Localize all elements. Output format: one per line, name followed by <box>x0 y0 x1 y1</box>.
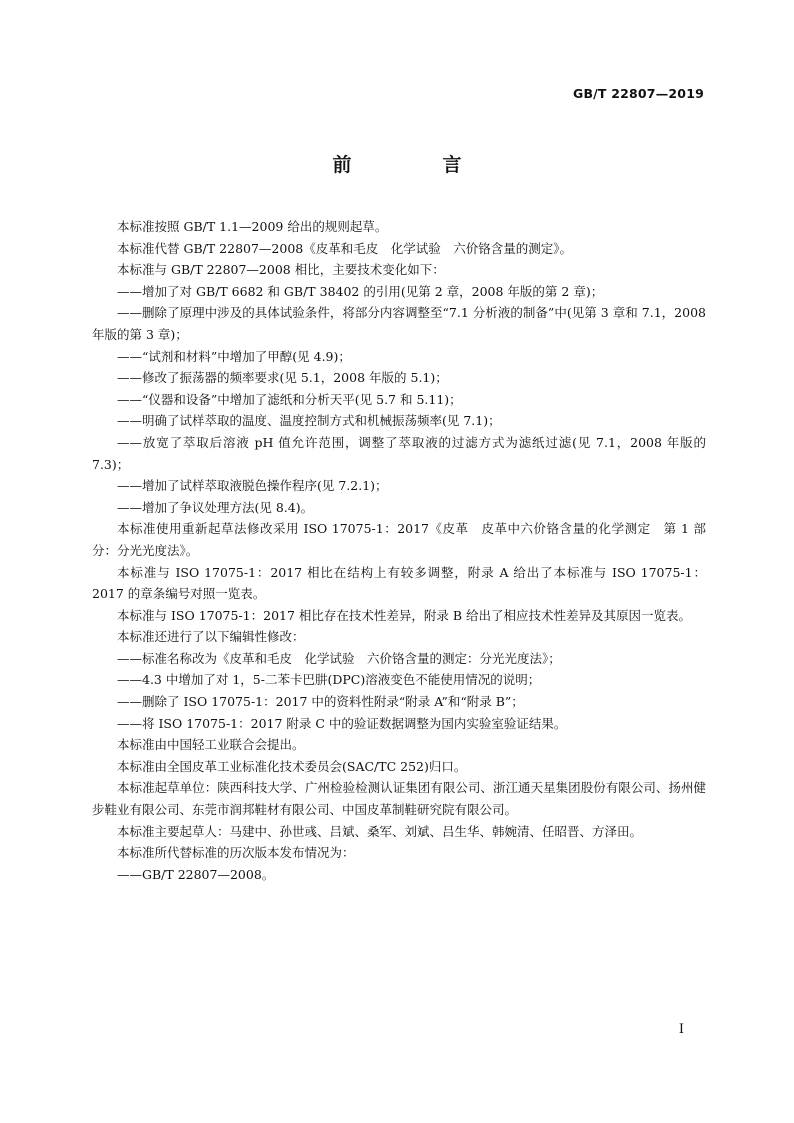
paragraph: 本标准所代替标准的历次版本发布情况为： <box>117 845 355 861</box>
list-item: ——“仪器和设备”中增加了滤纸和分析天平(见 5.7 和 5.11)； <box>117 391 462 407</box>
list-item: ——将 ISO 17075-1：2017 附录 C 中的验证数据调整为国内实验室验证结果。 <box>117 715 567 731</box>
paragraph: 本标准与 ISO 17075-1：2017 相比存在技术性差异，附录 B 给出了相应技术性差异及其原因一览表。 <box>117 607 692 623</box>
paragraph: 本标准与 GB/T 22807—2008 相比，主要技术变化如下： <box>117 262 445 278</box>
list-item: ——标准名称改为《皮革和毛皮 化学试验 六价铬含量的测定：分光光度法》； <box>117 650 561 666</box>
paragraph: 本标准主要起草人：马建中、孙世彧、吕斌、桑军、刘斌、吕生华、韩婉清、任昭晋、方泽田。 <box>117 823 643 839</box>
paragraph: 本标准使用重新起草法修改采用 ISO 17075-1：2017《皮革 皮革中六价铬含量的化学测定 第 1 部分：分光光度法》。 <box>92 521 706 558</box>
list-item: ——增加了对 GB/T 6682 和 GB/T 38402 的引用(见第 2 章，2008 年版的第 2 章)； <box>117 283 604 299</box>
list-item: ——明确了试样萃取的温度、温度控制方式和机械振荡频率(见 7.1)； <box>117 413 501 429</box>
paragraph: 本标准还进行了以下编辑性修改： <box>117 629 305 645</box>
paragraph: 本标准与 ISO 17075-1：2017 相比在结构上有较多调整，附录 A 给出了本标准与 ISO 17075-1：2017 的章条编号对照一览表。 <box>92 564 706 602</box>
list-item: ——删除了 ISO 17075-1：2017 中的资料性附录“附录 A”和“附录 B”； <box>117 694 524 710</box>
standard-code: GB/T 22807—2019 <box>572 86 704 101</box>
list-item: ——GB/T 22807—2008。 <box>117 866 275 882</box>
paragraph: 本标准代替 GB/T 22807—2008《皮革和毛皮 化学试验 六价铬含量的测定》。 <box>117 240 572 256</box>
page-title: 前 言 <box>332 154 498 176</box>
foreword-body <box>92 216 706 885</box>
list-item: ——增加了争议处理方法(见 8.4)。 <box>117 499 314 515</box>
paragraph: 本标准由全国皮革工业标准化技术委员会(SAC/TC 252)归口。 <box>117 758 467 774</box>
list-item: ——“试剂和材料”中增加了甲醇(见 4.9)； <box>117 348 351 364</box>
list-item: ——4.3 中增加了对 1，5-二苯卡巴肼(DPC)溶液变色不能使用情况的说明； <box>117 672 541 688</box>
paragraph: 本标准按照 GB/T 1.1—2009 给出的规则起草。 <box>117 219 388 234</box>
list-item: ——修改了振荡器的频率要求(见 5.1，2008 年版的 5.1)； <box>117 370 448 386</box>
list-item: ——增加了试样萃取液脱色操作程序(见 7.2.1)； <box>117 478 388 494</box>
paragraph: 本标准起草单位：陕西科技大学、广州检验检测认证集团有限公司、浙江通天星集团股份有限公司、扬州健步鞋业有限公司、东莞市润邦鞋材有限公司、中国皮革制鞋研究院有限公司。 <box>92 780 706 818</box>
list-item: ——放宽了萃取后溶液 pH 值允许范围，调整了萃取液的过滤方式为滤纸过滤(见 7.1，2008 年版的 7.3)； <box>92 434 706 472</box>
list-item: ——删除了原理中涉及的具体试验条件，将部分内容调整至“7.1 分析液的制备”中(见第 3 章和 7.1，2008 年版的第 3 章)； <box>92 305 706 342</box>
paragraph: 本标准由中国轻工业联合会提出。 <box>117 737 305 753</box>
page-number: I <box>678 1022 684 1037</box>
